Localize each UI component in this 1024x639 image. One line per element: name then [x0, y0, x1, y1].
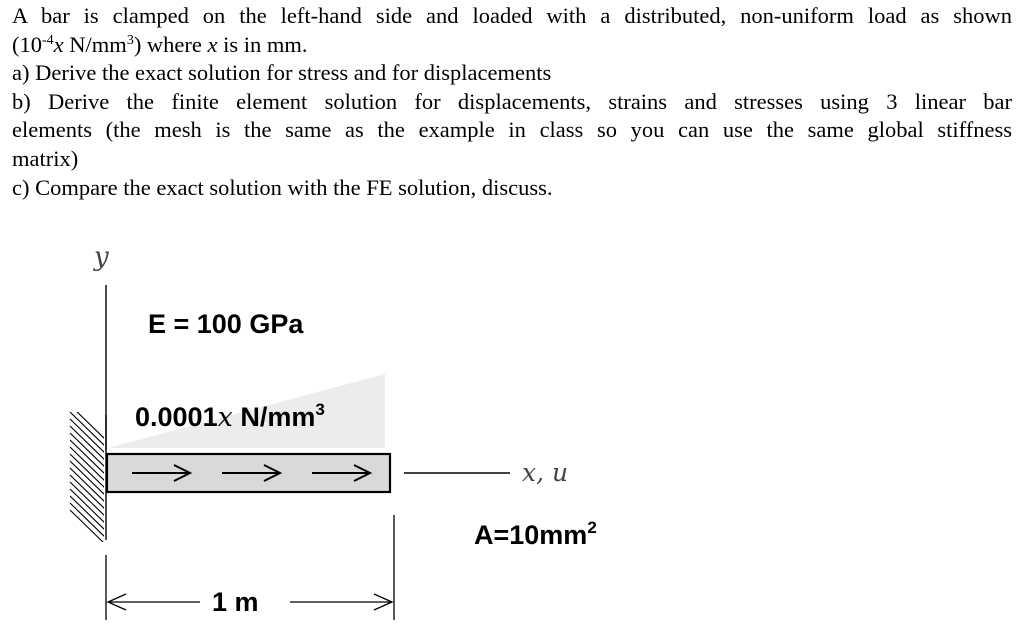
part-c-text: c) Compare the exact solution with the FE solution, discuss.: [12, 174, 553, 200]
part-b-text-line2: elements (the mesh is the same as the example in class so you can use the same global stiffness: [12, 117, 1012, 143]
part-a-text: a) Derive the exact solution for stress and for displacements: [12, 60, 552, 86]
part-b-text-line3: matrix): [12, 145, 79, 171]
problem-load-definition: ($10^{-4}x$ $N/mm^3$) where x is in mm.: [12, 31, 308, 57]
part-b-text-line1: b) Derive the finite element solution for displacements, strains and stresses using 3 linear bar: [12, 88, 1012, 114]
area-label: $A=10mm^2$: [474, 518, 597, 550]
modulus-label: E = 100 GPa: [148, 309, 304, 339]
problem-intro-line: A bar is clamped on the left-hand side and loaded with a distributed, non-uniform load as shown: [12, 3, 1012, 28]
load-label: 0.0001x $N/mm^3$: [135, 400, 325, 433]
y-axis-label: y: [94, 242, 109, 272]
x-u-axis-label: x, u: [522, 458, 569, 487]
wall-hatch: [70, 405, 106, 545]
length-label: 1 m: [212, 587, 259, 617]
